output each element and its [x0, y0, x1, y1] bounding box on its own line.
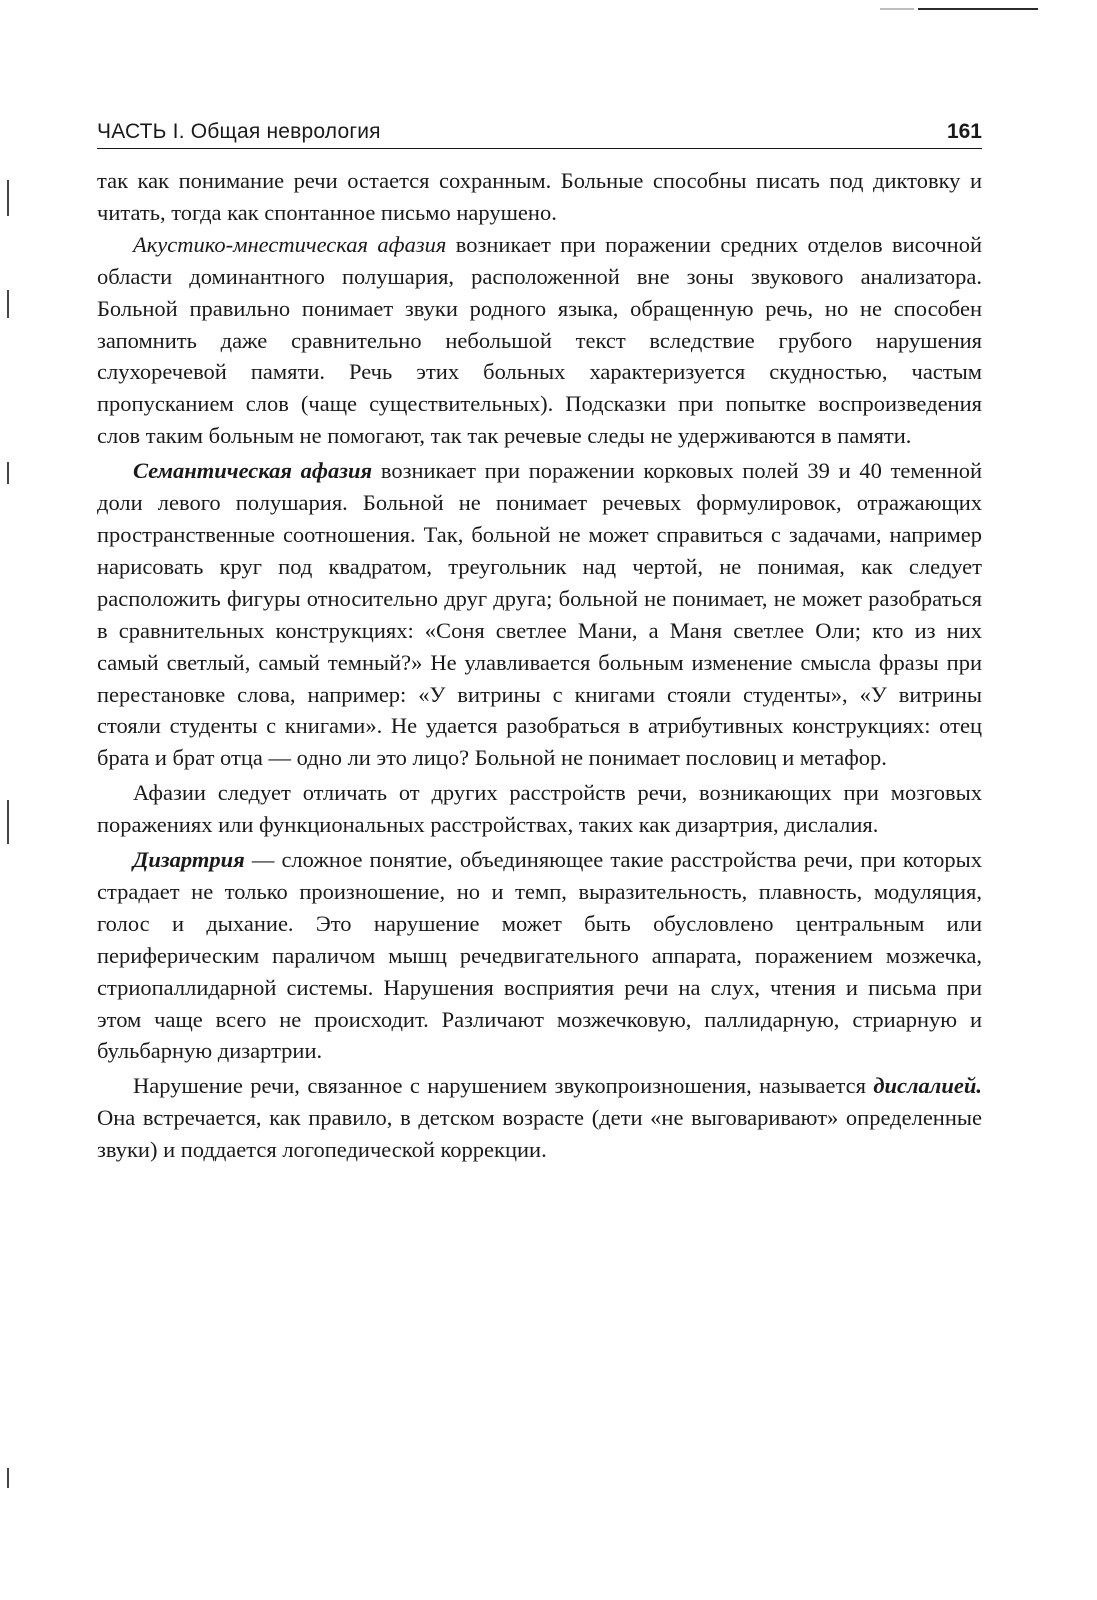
paragraph-continuation	[97, 165, 982, 229]
page-body	[97, 165, 982, 1166]
term-dysarthria: Дизартрия	[133, 847, 245, 873]
paragraph-semantic-aphasia	[97, 455, 982, 774]
paragraph-text: так как понимание речи остается сохранным. Больные способны писать под диктовку и читать, тогда как спонтанное письмо нарушено.	[97, 168, 982, 225]
scan-edge-mark	[7, 1468, 9, 1488]
scan-edge-mark	[7, 180, 9, 216]
page-header	[97, 118, 982, 149]
term-acoustic-mnestic-aphasia: Акустико-мнестическая афазия	[133, 231, 447, 257]
paragraph-dyslalia	[97, 1070, 982, 1166]
paragraph-acoustic-mnestic-aphasia	[97, 229, 982, 452]
page-number: 161	[946, 120, 982, 143]
scan-edge-mark	[7, 290, 9, 318]
scan-edge-mark	[7, 800, 9, 844]
paragraph-text: Нарушение речи, связанное с нарушением звукопроизношения, называется	[133, 1073, 874, 1099]
paragraph-text: возникает при поражении средних отделов височной области доминантного полушария, расположенной вне зоны звукового анализатора. Больной правильно понимает звуки родного языка, обращенную речь, но не способен запомнить даже сравнительно небольшой текст вследствие грубого нарушения слухоречевой памяти. Речь этих больных характеризуется скудностью, частым пропусканием слов (чаще существительных). Подсказки при попытке воспроизведения слов таким больным не помогают, так так речевые следы не удерживаются в памяти.	[97, 231, 982, 449]
scan-edge-mark	[7, 462, 9, 484]
running-title: ЧАСТЬ I. Общая неврология	[97, 120, 381, 143]
scan-top-mark	[918, 8, 1038, 10]
paragraph-text: — сложное понятие, объединяющее такие расстройства речи, при которых страдает не только произношение, но и темп, выразительность, плавность, модуляция, голос и дыхание. Это нарушение может быть обусловлено центральным или периферическим параличом мышц речедвигательного аппарата, поражением мозжечка, стриопаллидарной системы. Нарушения восприятия речи на слух, чтения и письма при этом чаще всего не происходит. Различают мозжечковую, паллидарную, стриарную и бульбарную дизартрии.	[97, 847, 982, 1064]
paragraph-aphasia-differentiation	[97, 777, 982, 841]
term-dyslalia: дислалией.	[873, 1073, 982, 1099]
term-semantic-aphasia: Семантическая афазия	[133, 458, 373, 484]
paragraph-dysarthria	[97, 844, 982, 1067]
scan-top-mark-faint	[880, 8, 914, 10]
paragraph-text: возникает при поражении корковых полей 39 и 40 теменной доли левого полушария. Больной не понимает речевых формулировок, отражающих пространственные соотношения. Так, больной не может справиться с задачами, например нарисовать круг под квадратом, треугольник над чертой, не понимая, как следует расположить фигуры относительно друг друга; больной не понимает, не может разобраться в сравнительных конструкциях: «Соня светлее Мани, а Маня светлее Оли; кто из них самый светлый, самый темный?» Не улавливается больным изменение смысла фразы при перестановке слова, например: «У витрины с книгами стояли студенты», «У витрины стояли студенты с книгами». Не удается разобраться в атрибутивных конструкциях: отец брата и брат отца — одно ли это лицо? Больной не понимает пословиц и метафор.	[97, 458, 982, 771]
paragraph-text: Она встречается, как правило, в детском возрасте (дети «не выговаривают» определенные звуки) и поддается логопедической коррекции.	[97, 1105, 982, 1163]
paragraph-text: Афазии следует отличать от других расстройств речи, возникающих при мозговых поражениях или функциональных расстройствах, таких как дизартрия, дислалия.	[97, 780, 982, 838]
